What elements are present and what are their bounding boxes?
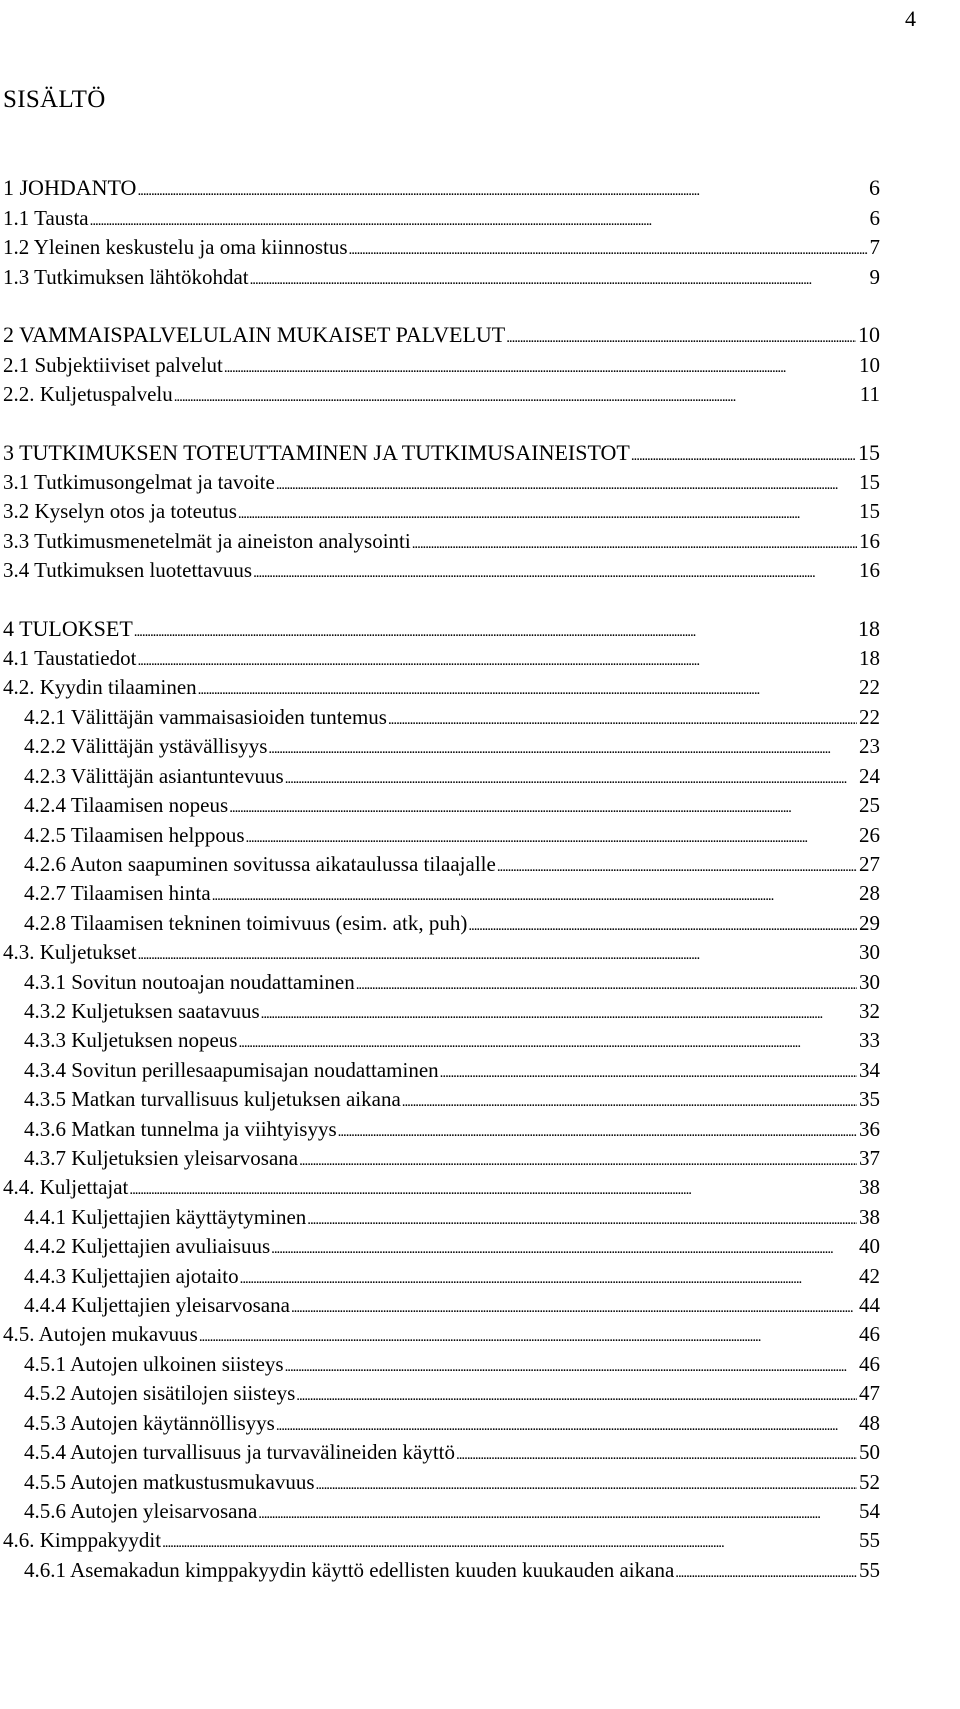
toc-entry-label: 2 VAMMAISPALVELULAIN MUKAISET PALVELUT: [3, 322, 506, 347]
toc-dot-leader: [440, 1060, 857, 1086]
toc-entry-label: 4.3.2 Kuljetuksen saatavuus: [24, 999, 260, 1023]
toc-dot-leader: [402, 1089, 857, 1115]
toc-entry-label: 1.3 Tutkimuksen lähtökohdat: [3, 265, 249, 289]
toc-entry[interactable]: [3, 939, 880, 965]
toc-dot-leader: [162, 1530, 857, 1556]
toc-entry-page: 38: [859, 1175, 880, 1199]
toc-entry-label: 3 TUTKIMUKSEN TOTEUTTAMINEN JA TUTKIMUSAINEISTOT: [3, 440, 630, 465]
toc-entry-label: 4.2.7 Tilaamisen hinta: [24, 881, 211, 905]
toc-entry-page: 30: [859, 940, 880, 964]
toc-entry-page: 26: [859, 823, 880, 847]
toc-entry-page: 16: [859, 558, 880, 582]
toc-entry-label: 1.1 Tausta: [3, 206, 89, 230]
toc-entry[interactable]: [3, 1174, 880, 1200]
toc-entry[interactable]: [24, 1292, 880, 1318]
toc-entry-page: 40: [859, 1234, 880, 1258]
toc-entry-page: 36: [859, 1117, 880, 1141]
toc-dot-leader: [250, 267, 868, 293]
toc-entry-label: 4.4.4 Kuljettajien yleisarvosana: [24, 1293, 290, 1317]
toc-entry-page: 38: [859, 1205, 880, 1229]
toc-dot-leader: [506, 325, 856, 351]
toc-entry[interactable]: [24, 704, 880, 730]
toc-entry-label: 3.3 Tutkimusmenetelmät ja aineiston analysointi: [3, 529, 411, 553]
toc-entry[interactable]: [3, 1321, 880, 1347]
toc-entry-page: 6: [869, 206, 880, 230]
toc-entry-page: 27: [859, 852, 880, 876]
page-number: 4: [905, 6, 916, 31]
toc-entry-label: 4.3.3 Kuljetuksen nopeus: [24, 1028, 238, 1052]
toc-entry[interactable]: [3, 234, 880, 260]
toc-entry-page: 55: [859, 1528, 880, 1552]
toc-entry[interactable]: [24, 1557, 880, 1583]
toc-entry-page: 23: [859, 734, 880, 758]
toc-entry-label: 4.5.1 Autojen ulkoinen siisteys: [24, 1352, 284, 1376]
toc-entry-label: 4.3.5 Matkan turvallisuus kuljetuksen aikana: [24, 1087, 401, 1111]
toc-dot-leader: [468, 913, 857, 939]
toc-entry-label: 4.5. Autojen mukavuus: [3, 1322, 198, 1346]
toc-entry-page: 22: [859, 705, 880, 729]
toc-title: SISÄLTÖ: [3, 86, 106, 113]
toc-entry-label: 2.2. Kuljetuspalvelu: [3, 382, 173, 406]
toc-entry[interactable]: [3, 1527, 880, 1553]
toc-entry-label: 4.3.7 Kuljetuksien yleisarvosana: [24, 1146, 299, 1170]
toc-entry[interactable]: [24, 998, 880, 1024]
toc-entry-page: 22: [859, 675, 880, 699]
toc-entry-label: 3.2 Kyselyn otos ja toteutus: [3, 499, 237, 523]
toc-entry-page: 28: [859, 881, 880, 905]
toc-dot-leader: [307, 1207, 857, 1233]
toc-entry-page: 33: [859, 1028, 880, 1052]
toc-entry-page: 11: [859, 382, 880, 406]
toc-entry-label: 4.3.1 Sovitun noutoajan noudattaminen: [24, 970, 355, 994]
toc-entry[interactable]: [24, 1233, 880, 1259]
toc-entry-label: 4.2.5 Tilaamisen helppous: [24, 823, 245, 847]
toc-dot-leader: [238, 501, 857, 527]
toc-entry-label: 4.3. Kuljetukset: [3, 940, 137, 964]
toc-dot-leader: [276, 1413, 857, 1439]
toc-dot-leader: [675, 1560, 857, 1586]
toc-entry-label: 4.4.2 Kuljettajien avuliaisuus: [24, 1234, 271, 1258]
toc-dot-leader: [285, 766, 857, 792]
toc-entry[interactable]: [3, 264, 880, 290]
toc-entry-label: 4.3.4 Sovitun perillesaapumisajan noudattaminen: [24, 1058, 439, 1082]
toc-entry-label: 4.2.2 Välittäjän ystävällisyys: [24, 734, 268, 758]
toc-entry-page: 34: [859, 1058, 880, 1082]
toc-entry-page: 37: [859, 1146, 880, 1170]
toc-entry-label: 4.2.6 Auton saapuminen sovitussa aikataulussa tilaajalle: [24, 852, 496, 876]
toc-dot-leader: [246, 825, 857, 851]
toc-dot-leader: [253, 560, 857, 586]
toc-entry[interactable]: [24, 1439, 880, 1465]
toc-entry-page: 15: [858, 440, 880, 465]
toc-entry[interactable]: [24, 1204, 880, 1230]
toc-entry-label: 4.4.1 Kuljettajien käyttäytyminen: [24, 1205, 307, 1229]
toc-entry-page: 47: [859, 1381, 880, 1405]
toc-entry-page: 9: [869, 265, 880, 289]
toc-entry-page: 48: [859, 1411, 880, 1435]
toc-dot-leader: [412, 531, 857, 557]
toc-dot-leader: [199, 1324, 857, 1350]
toc-entry[interactable]: [3, 557, 880, 583]
toc-entry-label: 3.1 Tutkimusongelmat ja tavoite: [3, 470, 275, 494]
toc-entry-page: 55: [859, 1558, 880, 1582]
toc-dot-leader: [90, 208, 868, 234]
toc-entry-label: 4.2.4 Tilaamisen nopeus: [24, 793, 229, 817]
toc-entry[interactable]: [24, 910, 880, 936]
toc-dot-leader: [338, 1119, 857, 1145]
toc-entry[interactable]: [24, 1469, 880, 1495]
toc-entry[interactable]: [24, 1145, 880, 1171]
toc-entry[interactable]: [24, 851, 880, 877]
toc-dot-leader: [299, 1148, 857, 1174]
toc-entry-page: 35: [859, 1087, 880, 1111]
toc-entry-label: 4.3.6 Matkan tunnelma ja viihtyisyys: [24, 1117, 337, 1141]
toc-dot-leader: [238, 1030, 857, 1056]
toc-entry-label: 4.2. Kyydin tilaaminen: [3, 675, 197, 699]
toc-entry-page: 6: [869, 175, 880, 200]
toc-dot-leader: [138, 942, 857, 968]
toc-dot-leader: [229, 795, 857, 821]
toc-entry-label: 1 JOHDANTO: [3, 175, 137, 200]
toc-entry-page: 10: [858, 322, 880, 347]
toc-entry-label: 4.2.1 Välittäjän vammaisasioiden tuntemus: [24, 705, 387, 729]
toc-entry-label: 4.2.8 Tilaamisen tekninen toimivuus (esim. atk, puh): [24, 911, 468, 935]
toc-entry-label: 4 TULOKSET: [3, 616, 133, 641]
toc-dot-leader: [316, 1472, 858, 1498]
toc-entry[interactable]: [3, 645, 880, 671]
toc-entry[interactable]: [24, 1263, 880, 1289]
toc-entry[interactable]: [3, 528, 880, 554]
toc-entry-page: 24: [859, 764, 880, 788]
toc-entry[interactable]: [24, 792, 880, 818]
toc-entry[interactable]: [24, 763, 880, 789]
toc-entry-page: 32: [859, 999, 880, 1023]
toc-entry[interactable]: [24, 733, 880, 759]
toc-entry-label: 4.5.6 Autojen yleisarvosana: [24, 1499, 258, 1523]
toc-entry-page: 50: [859, 1440, 880, 1464]
toc-dot-leader: [137, 648, 857, 674]
toc-dot-leader: [285, 1354, 857, 1380]
toc-dot-leader: [174, 384, 858, 410]
toc-entry-label: 4.6.1 Asemakadun kimppakyydin käyttö edellisten kuuden kuukauden aikana: [24, 1558, 675, 1582]
toc-entry-page: 29: [859, 911, 880, 935]
toc-entry-page: 46: [859, 1352, 880, 1376]
toc-dot-leader: [388, 707, 857, 733]
toc-dot-leader: [224, 355, 857, 381]
toc-entry-page: 16: [859, 529, 880, 553]
toc-entry-label: 4.5.2 Autojen sisätilojen siisteys: [24, 1381, 296, 1405]
toc-entry[interactable]: [24, 969, 880, 995]
toc-dot-leader: [271, 1236, 857, 1262]
toc-entry[interactable]: [24, 1116, 880, 1142]
toc-entry[interactable]: [24, 822, 880, 848]
toc-entry[interactable]: [24, 1027, 880, 1053]
toc-entry-page: 18: [858, 616, 880, 641]
toc-entry[interactable]: [24, 1380, 880, 1406]
toc-entry[interactable]: [3, 322, 880, 348]
toc-entry-page: 46: [859, 1322, 880, 1346]
toc-entry-label: 4.2.3 Välittäjän asiantuntevuus: [24, 764, 284, 788]
toc-dot-leader: [129, 1177, 857, 1203]
toc-dot-leader: [137, 178, 867, 204]
toc-dot-leader: [349, 237, 868, 263]
toc-entry-page: 15: [859, 499, 880, 523]
toc-entry[interactable]: [3, 498, 880, 524]
toc-entry[interactable]: [24, 1498, 880, 1524]
toc-dot-leader: [291, 1295, 857, 1321]
toc-entry[interactable]: [3, 381, 880, 407]
toc-dot-leader: [456, 1442, 857, 1468]
toc-dot-leader: [212, 883, 857, 909]
toc-entry-page: 18: [859, 646, 880, 670]
toc-entry-label: 4.1 Taustatiedot: [3, 646, 137, 670]
toc-dot-leader: [261, 1001, 857, 1027]
toc-entry[interactable]: [24, 1351, 880, 1377]
toc-dot-leader: [356, 972, 857, 998]
toc-entry-page: 30: [859, 970, 880, 994]
toc-entry-page: 52: [859, 1470, 880, 1494]
toc-entry-page: 25: [859, 793, 880, 817]
toc-entry-page: 7: [869, 235, 880, 259]
toc-entry-label: 4.6. Kimppakyydit: [3, 1528, 162, 1552]
toc-entry-label: 4.5.4 Autojen turvallisuus ja turvavälineiden käyttö: [24, 1440, 456, 1464]
toc-entry-label: 4.4. Kuljettajat: [3, 1175, 129, 1199]
toc-dot-leader: [631, 443, 856, 469]
toc-entry-label: 4.5.5 Autojen matkustusmukavuus: [24, 1470, 315, 1494]
toc-entry[interactable]: [3, 205, 880, 231]
toc-dot-leader: [276, 472, 857, 498]
toc-entry-label: 4.5.3 Autojen käytännöllisyys: [24, 1411, 275, 1435]
toc-dot-leader: [497, 854, 857, 880]
toc-dot-leader: [240, 1266, 857, 1292]
toc-dot-leader: [258, 1501, 857, 1527]
toc-entry-label: 3.4 Tutkimuksen luotettavuus: [3, 558, 253, 582]
toc-entry[interactable]: [3, 674, 880, 700]
toc-dot-leader: [268, 736, 857, 762]
toc-dot-leader: [134, 619, 856, 645]
toc-entry-page: 15: [859, 470, 880, 494]
toc-entry[interactable]: [3, 440, 880, 466]
toc-entry[interactable]: [24, 1057, 880, 1083]
toc-entry-label: 1.2 Yleinen keskustelu ja oma kiinnostus: [3, 235, 348, 259]
toc-entry-page: 44: [859, 1293, 880, 1317]
toc-entry[interactable]: [24, 880, 880, 906]
toc-entry[interactable]: [3, 352, 880, 378]
toc-dot-leader: [198, 677, 857, 703]
toc-entry-label: 4.4.3 Kuljettajien ajotaito: [24, 1264, 239, 1288]
toc-dot-leader: [296, 1383, 857, 1409]
toc-entry-page: 54: [859, 1499, 880, 1523]
toc-entry[interactable]: [24, 1410, 880, 1436]
toc-entry-label: 2.1 Subjektiiviset palvelut: [3, 353, 223, 377]
toc-entry[interactable]: [3, 616, 880, 642]
toc-entry[interactable]: [24, 1086, 880, 1112]
toc-entry-page: 10: [859, 353, 880, 377]
toc-entry[interactable]: [3, 175, 880, 201]
toc-entry[interactable]: [3, 469, 880, 495]
toc-entry-page: 42: [859, 1264, 880, 1288]
